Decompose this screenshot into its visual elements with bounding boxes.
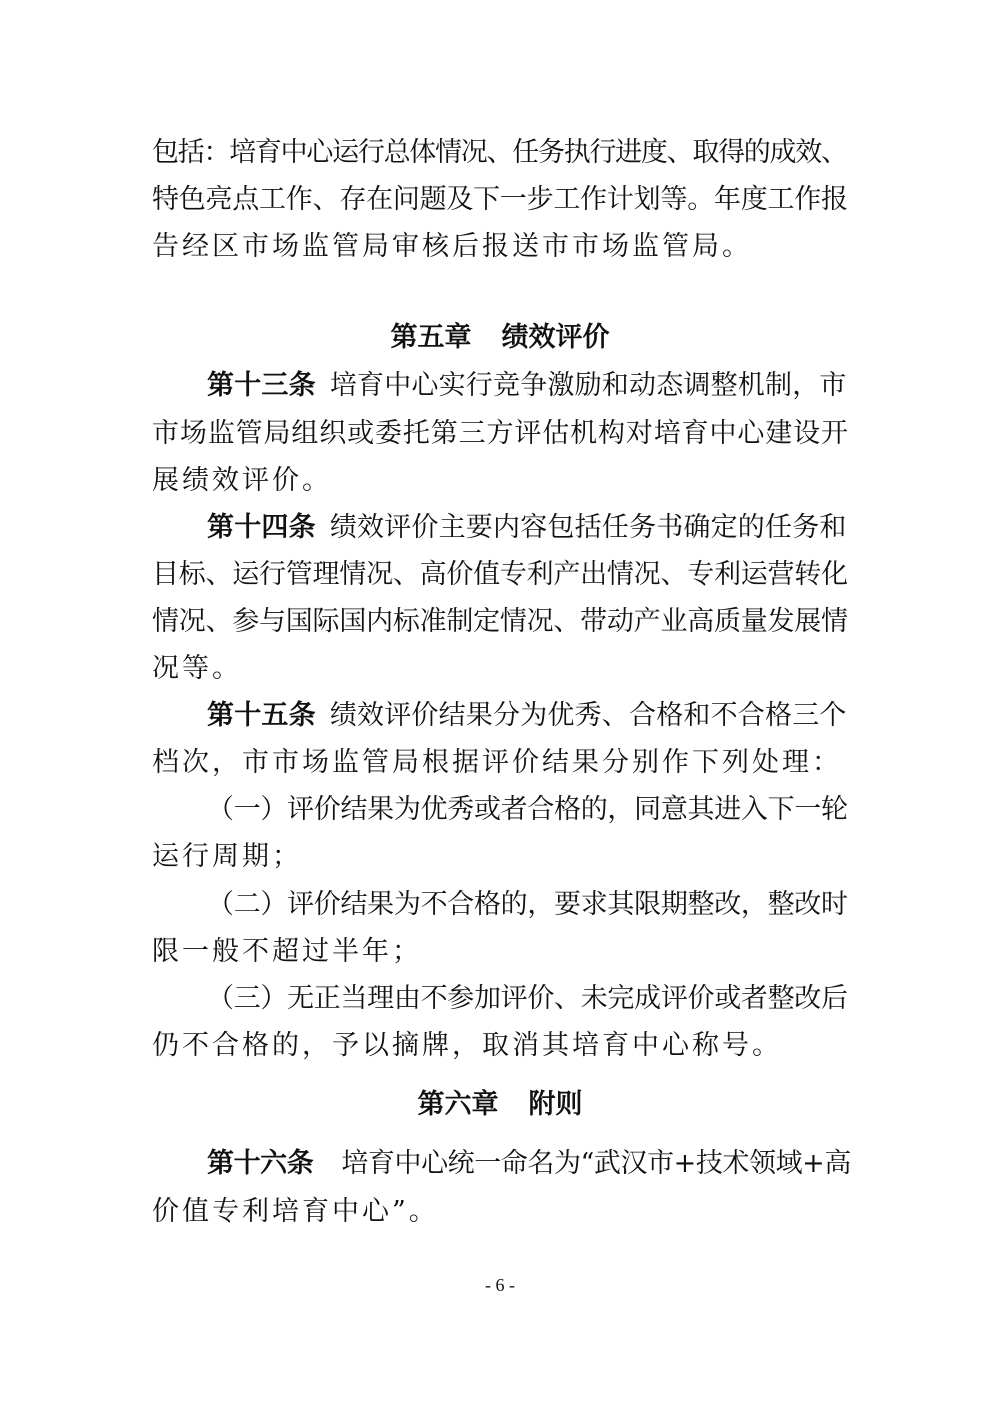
article-text: 培育中心实行竞争激励和动态调整机制，市 (329, 370, 847, 401)
chapter-number: 第六章 (417, 1089, 499, 1120)
page-number: - 6 - (485, 1275, 515, 1295)
chapter-title: 绩效评价 (501, 322, 610, 353)
article-label: 第十三条 (207, 370, 316, 401)
chapter-heading (0, 316, 1000, 360)
chapter-title: 附则 (528, 1089, 583, 1120)
text-line: 况等。 (152, 653, 242, 684)
text-line: 告经区市场监管局审核后报送市市场监管局。 (152, 231, 752, 262)
list-item-first-line: （二）评价结果为不合格的，要求其限期整改，整改时 (207, 889, 848, 920)
article-first-line (207, 694, 847, 738)
text-line: 市场监管局组织或委托第三方评估机构对培育中心建设开 (152, 418, 849, 449)
text-line: 仍不合格的，予以摘牌，取消其培育中心称号。 (152, 1030, 782, 1061)
text-line: 目标、运行管理情况、高价值专利产出情况、专利运营转化 (152, 559, 848, 590)
text-line: 档次，市市场监管局根据评价结果分别作下列处理： (152, 747, 842, 778)
article-text: 绩效评价结果分为优秀、合格和不合格三个 (329, 700, 847, 731)
text-line: 包括：培育中心运行总体情况、任务执行进度、取得的成效、 (152, 137, 847, 168)
article-first-line (207, 364, 847, 408)
text-line: 价值专利培育中心”。 (152, 1196, 439, 1227)
list-item-first-line: （一）评价结果为优秀或者合格的，同意其进入下一轮 (207, 794, 848, 825)
article-first-line (207, 1142, 851, 1186)
article-label: 第十五条 (207, 700, 316, 731)
text-line: 展绩效评价。 (152, 465, 332, 496)
text-line: 限一般不超过半年； (152, 936, 422, 967)
text-line: 运行周期； (152, 841, 302, 872)
article-label: 第十四条 (207, 512, 316, 543)
list-item-first-line: （三）无正当理由不参加评价、未完成评价或者整改后 (207, 983, 848, 1014)
article-text: 绩效评价主要内容包括任务书确定的任务和 (329, 512, 847, 543)
chapter-heading (0, 1083, 1000, 1127)
text-line: 特色亮点工作、存在问题及下一步工作计划等。年度工作报 (152, 184, 848, 215)
article-text: 培育中心统一命名为“武汉市+技术领域+高 (341, 1148, 851, 1179)
article-label: 第十六条 (207, 1148, 314, 1179)
chapter-number: 第五章 (390, 322, 472, 353)
article-first-line (207, 506, 847, 550)
text-line: 情况、参与国际国内标准制定情况、带动产业高质量发展情 (152, 606, 848, 637)
